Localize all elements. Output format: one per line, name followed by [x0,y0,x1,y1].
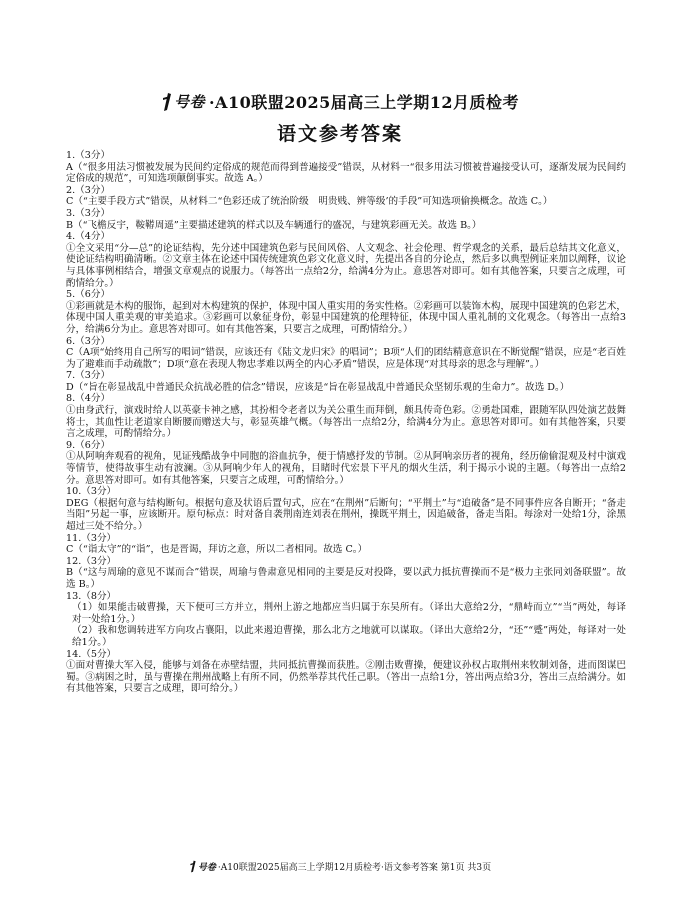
question-number: 11.（3分） [66,532,117,544]
exam-title [0,90,680,113]
answer-text: DEG（根据句意与结构断句。根据句意及状语后置句式，应在“在荆州”后断句；“平荆土”与“追破备”是不同事件应各自断开；“备走当阳”另起一事，应该断开。原句标点：时对备自袭荆南连刘表在荆州，操既平荆土，因追破备，备走当阳。每涂对一处给1分，涂黑超过三处不给分。） [66,497,626,532]
question-number: 8.（4分） [66,393,111,405]
question-number: 9.（6分） [66,439,111,451]
answer-list [66,150,626,695]
question-number: 6.（3分） [66,335,111,347]
answer-text: B（“这与周瑜的意见不谋而合”错误，周瑜与鲁肃意见相同的主要是反对投降，要以武力抵抗曹操而不是“极力主张同刘备联盟”。故选 B。） [66,567,626,590]
question-8 [66,393,626,439]
haojuan-logo [161,91,205,112]
document-header [0,90,680,146]
question-4 [66,231,626,289]
question-6 [66,336,626,371]
footer-text: ·A10联盟2025届高三上学期12月质检考·语文参考答案 第1页 共3页 [217,863,492,873]
question-3 [66,208,626,231]
answer-text: C（A项“始终用自己所写的唱词”错误，应该还有《陆文龙归宋》的唱词”；B项“人们的团结精意意识在不断觉醒”错误，应是“老百姓为了避难而手动疏散”；D项“意在表现人物忠孝难以两全的内心矛盾”错误，应是体现“对其母亲的思念与理解”。） [66,347,626,370]
question-number: 4.（4分） [66,231,111,243]
question-11 [66,533,626,556]
logo-brush-icon [161,92,173,112]
footer-logo-text: 号卷 [197,863,216,873]
question-12 [66,556,626,591]
question-number: 10.（3分） [66,486,117,498]
question-13 [66,591,626,649]
question-2 [66,185,626,208]
question-14 [66,649,626,695]
answer-text: C（“诣太守”的“诣”，也是晋谒，拜访之意，所以二者相同。故选 C。） [66,544,368,556]
answer-text: A（“很多用法习惯被发展为民间约定俗成的规范而得到普遍接受”错误，从材料一“很多用法习惯被普遍接受认可，逐渐发展为民间约定俗成的规范”，可知选项颠倒事实。故选 A。） [66,161,626,185]
answer-text: B（“飞檐反宇，鞍鞯周遥”主要描述建筑的样式以及车辆通行的盛况，与建筑彩画无关。故选 B。） [66,219,482,231]
sub-answer-2: （2）我和您调转进军方向攻占襄阳，以此来遏迫曹操，那么北方之地就可以谋取。（译出大意给2分，“还”“蹙”两处，每译对一处给1分。） [72,625,626,648]
document-title: 语文参考答案 [276,123,403,145]
question-number: 14.（5分） [66,648,117,660]
question-number: 3.（3分） [66,207,111,219]
question-number: 2.（3分） [66,184,111,196]
question-number: 5.（6分） [66,289,111,301]
question-7 [66,370,626,393]
answer-text: C（“主要手段方式”错误，从材料二“色彩还成了统治阶级 明贵贱、辨等级’的手段”可知选项偷换概念。故选 C。） [66,196,553,208]
question-number: 7.（3分） [66,370,111,382]
answer-text: ①由身武行，演戏时给人以英豪卡神之感，其扮相令老者以为关公重生而拜倒，颇具传奇色彩。②勇赴国难，跟随军队四处演艺鼓舞将士，其血性让老道家自断腰而赠送大与，彰显英雄气概。（每答出一点给2分，给满4分为止。意思答对即可。如有其他答案，只要言之成理，可酌情给分。） [66,405,626,440]
answer-text: ①从阿响奔观看的视角，见证残酷战争中同胞的浴血抗争，便于情感抒发的节制。②从阿响亲历者的视角，经历偷偷混观及村中演戏等情节，使得故事生动有波澜。③从阿响少年人的视角，目睹时代宏景下平凡的烟火生活，利于揭示小说的主题。（每答出一点给2分。意思答对即可。如有其他答案，只要言之成理，可酌情给分。） [66,451,626,486]
answer-text: ①全文采用“分—总”的论证结构，先分述中国建筑色彩与民间风俗、人文观念、社会伦理、哲学观念的关系，最后总结其文化意义，使论证结构明确清晰。②文章主体在论述中国传统建筑色彩文化意义时，先提出各自的分论点，然后多以典型例证来加以阐释，议论与具体事例相结合，增强文章观点的说服力。（每答出一点给2分，给满4分为止。意思答对即可。如有其他答案，只要言之成理，可酌情给分。） [66,242,626,289]
question-9 [66,440,626,486]
question-10 [66,486,626,532]
answer-text: ①面对曹操大军入侵，能够与刘备在赤壁结盟，共同抵抗曹操而获胜。②刚击败曹操，便建议孙权占取荆州来牧制刘备，进而图谋巴蜀。③病困之时，虽与曹操在荆州战略上有所不同，仍然举荐其代任己职。（答出一点给1分，答出两点给3分，答出三点给满分。如有其他答案，只要言之成理，即可给分。） [66,660,626,695]
question-number: 13.（8分） [66,590,117,602]
question-1 [66,150,626,185]
question-number: 12.（3分） [66,555,117,567]
answer-text: ①彩画就是木构的服饰，起到对木构建筑的保护，体现中国人重实用的务实性格。②彩画可以装饰木构，展现中国建筑的色彩艺术，体现中国人重美观的审美追求。③彩画可以象征身份，彰显中国建筑的伦理特征，体现中国人重礼制的文化观念。（每答出一点给3分，给满6分为止。意思答对即可。如有其他答案，只要言之成理，可酌情给分。） [66,300,626,335]
footer-logo [189,860,216,873]
answer-text: D（“旨在彰显战乱中普通民众抗战必胜的信念”错误，应该是“旨在彰显战乱中普通民众坚韧乐观的生命力”。故选 D。） [66,381,570,393]
logo-text: 号卷 [173,93,205,111]
logo-brush-icon [189,860,197,873]
question-number: 1.（3分） [66,150,111,161]
page-footer [0,860,680,873]
question-5 [66,289,626,335]
exam-title-text: ·A10联盟2025届高三上学期12月质检考 [208,93,520,112]
sub-answer-1: （1）如果能击破曹操，天下便可三方并立，荆州上游之地都应当归属于东吴所有。（译出大意给2分，“鼎峙而立”“当”两处，每译对一处给1分。） [72,602,626,625]
